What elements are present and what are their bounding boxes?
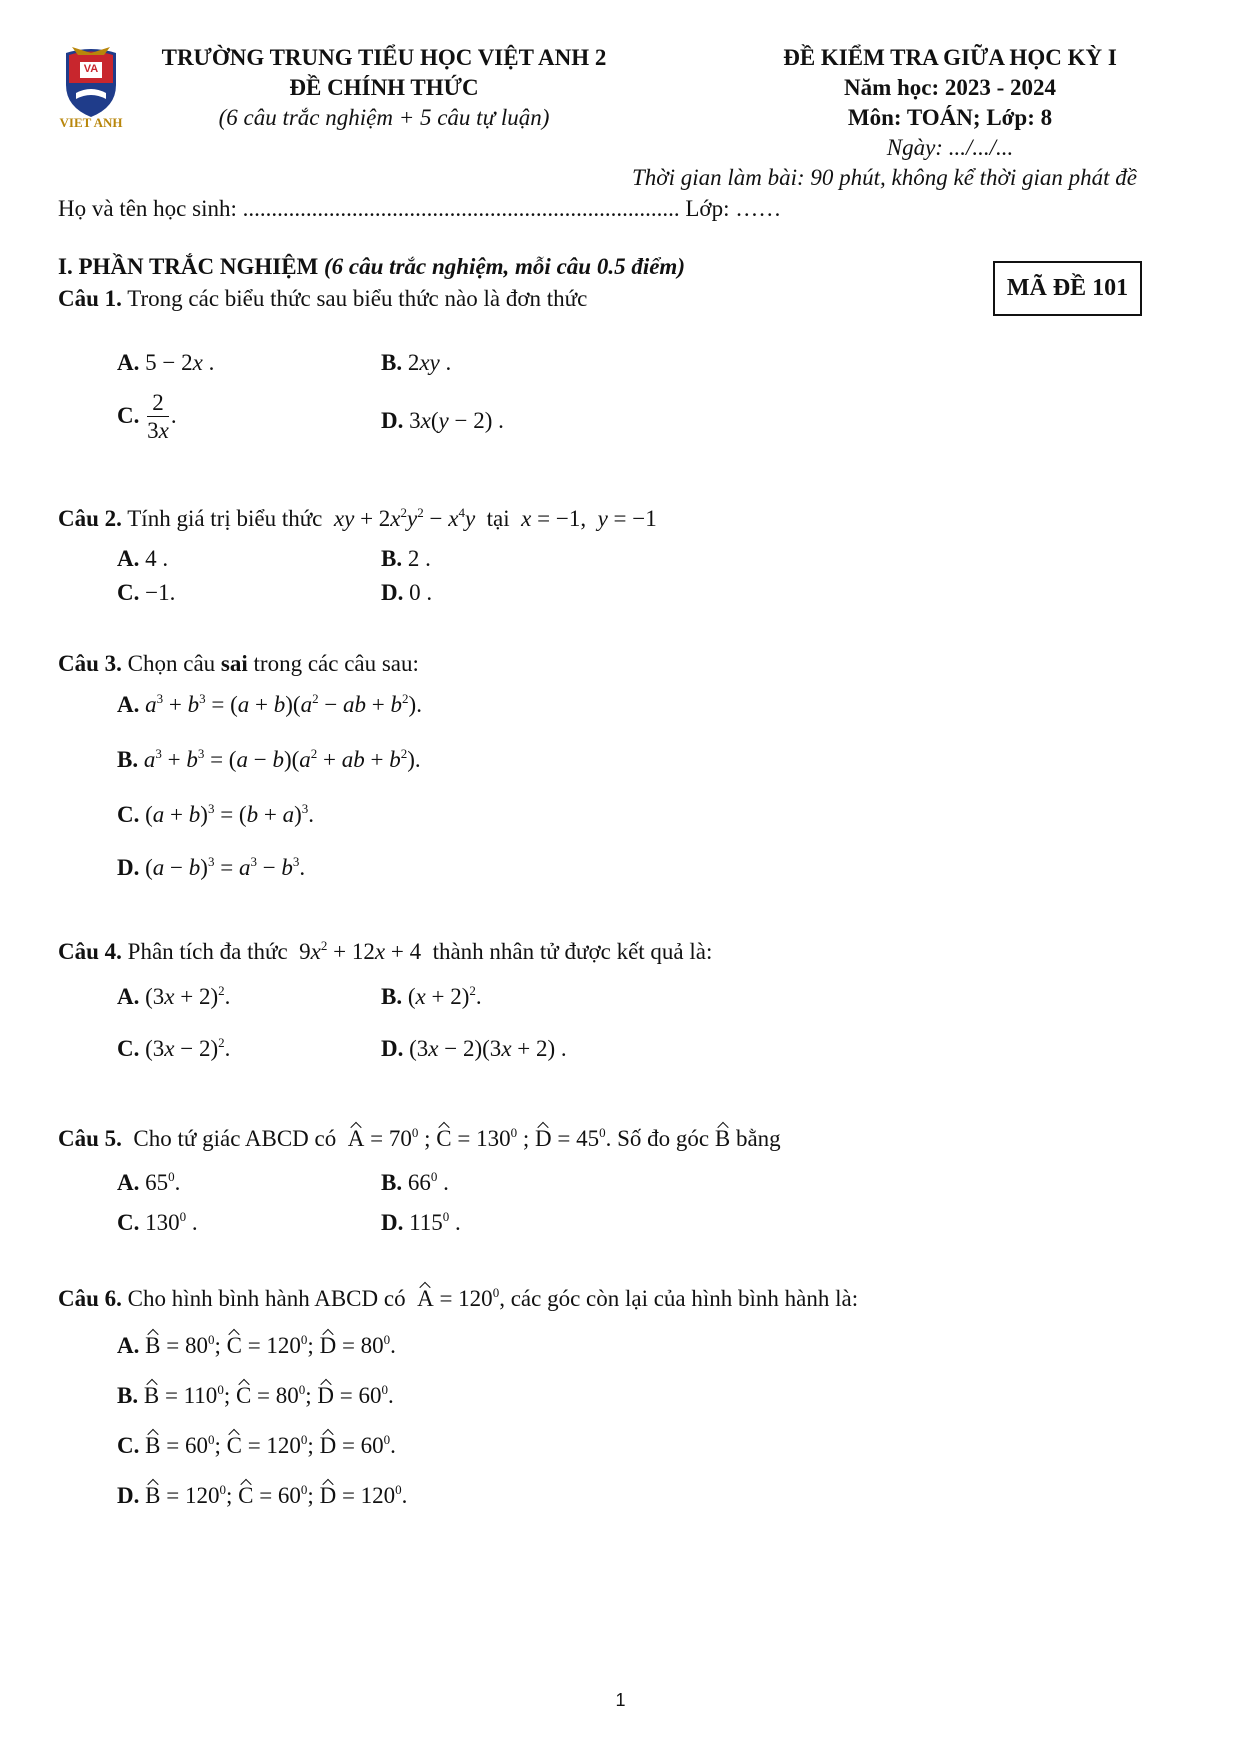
question-1-text: Trong các biểu thức sau biểu thức nào là đơn thức xyxy=(127,286,588,311)
question-3-text-bold: sai xyxy=(220,651,248,676)
question-6-text: Cho hình bình hành ABCD có xyxy=(127,1286,406,1311)
logo-text: VIET ANH xyxy=(59,115,123,130)
q2-option-b[interactable]: B. 2 . xyxy=(381,546,431,571)
q6-option-c[interactable]: C. $B = 60^0$; $C = 120^0$; $D = 60^0$. xyxy=(117,1432,396,1458)
question-4: Câu 4. Phân tích đa thức $9x^2 + 12x + 4$ thành nhân tử được kết quả là: xyxy=(58,938,713,964)
exam-title: ĐỀ KIỂM TRA GIỮA HỌC KỲ I xyxy=(783,45,1117,70)
question-3 xyxy=(58,651,419,676)
q1-option-a[interactable]: A. 5 − 2x . xyxy=(117,350,215,375)
question-2: Câu 2. Tính giá trị biểu thức xy + $2x^2y^2 - x^4y$ tại x = −1, y = −1 xyxy=(58,505,657,531)
q3-option-b[interactable]: B. $a^3 + b^3 = (a - b)(a^2$ + ab + $b^2$). xyxy=(117,746,421,772)
question-5-text2: Số đo góc xyxy=(617,1126,710,1151)
school-logo xyxy=(58,45,124,145)
exam-date: Ngày: .../.../... xyxy=(886,135,1014,160)
question-3-label: Câu 3. xyxy=(58,651,122,676)
q3-option-c[interactable]: C. $(a + b)^3 = (b + a)^3$. xyxy=(117,801,314,827)
school-name: TRƯỜNG TRUNG TIỂU HỌC VIỆT ANH 2 xyxy=(161,45,607,70)
question-5-text: Cho tứ giác ABCD có xyxy=(133,1126,337,1151)
q3-option-d[interactable]: D. $(a - b)^3 = a^3 - b^3$. xyxy=(117,854,306,880)
question-2-expression: xy xyxy=(328,506,355,531)
q2-option-d[interactable]: D. 0 . xyxy=(381,580,433,605)
question-6-label: Câu 6. xyxy=(58,1286,122,1311)
q6-option-b[interactable]: B. $B = 110^0$; $C = 80^0$; $D = 60^0$. xyxy=(117,1382,394,1408)
official-label: ĐỀ CHÍNH THỨC xyxy=(289,75,479,100)
question-6-text2: , các góc còn lại của hình bình hành là: xyxy=(499,1286,859,1311)
q3-option-a[interactable]: A. $a^3 + b^3 = (a + b)(a^2$ − ab + $b^2$). xyxy=(117,691,422,717)
question-4-text2: thành nhân tử được kết quả là: xyxy=(432,939,713,964)
page-number: 1 xyxy=(615,1690,626,1710)
question-3-text-a: Chọn câu xyxy=(127,651,216,676)
q4-option-a[interactable]: A. $(3x + 2)^2$. xyxy=(117,983,231,1009)
question-4-text: Phân tích đa thức xyxy=(127,939,288,964)
exam-structure: (6 câu trắc nghiệm + 5 câu tự luận) xyxy=(218,105,550,130)
section-heading: I. PHẦN TRẮC NGHIỆM xyxy=(58,254,319,279)
q5-option-b[interactable]: B. $66^0$ . xyxy=(381,1169,449,1195)
q4-option-c[interactable]: C. $(3x - 2)^2$. xyxy=(117,1035,231,1061)
subject-grade: Môn: TOÁN; Lớp: 8 xyxy=(847,105,1053,130)
q5-option-a[interactable]: A. $65^0$. xyxy=(117,1169,181,1195)
question-5-text3: bằng xyxy=(735,1126,781,1151)
question-6: Câu 6. Cho hình bình hành ABCD có $A = 120^0$, các góc còn lại của hình bình hành là: xyxy=(58,1285,859,1311)
question-5: Câu 5. Cho tứ giác ABCD có $A = 70^0$ ; $C = 130^0$ ; $D = 45^0$. Số đo góc B bằng xyxy=(58,1125,781,1151)
question-2-text2: tại xyxy=(486,506,510,531)
school-year: Năm học: 2023 - 2024 xyxy=(843,75,1057,100)
question-3-text-b: trong các câu sau: xyxy=(253,651,419,676)
q4-option-d[interactable]: D. (3x − 2)(3x + 2) . xyxy=(381,1036,567,1061)
section-subtitle: (6 câu trắc nghiệm, mỗi câu 0.5 điểm) xyxy=(324,254,685,279)
exam-code-box: MÃ ĐỀ 101 xyxy=(993,261,1142,316)
question-1-label: Câu 1. xyxy=(58,286,122,311)
exam-time: Thời gian làm bài: 90 phút, không kể thời gian phát đề xyxy=(632,165,1137,190)
question-4-label: Câu 4. xyxy=(58,939,122,964)
q6-option-a[interactable]: A. $B = 80^0$; $C = 120^0$; $D = 80^0$. xyxy=(117,1332,396,1358)
q5-option-d[interactable]: D. $115^0$ . xyxy=(381,1209,461,1235)
q6-option-d[interactable]: D. $B = 120^0$; $C = 60^0$; $D = 120^0$. xyxy=(117,1482,408,1508)
question-2-text: Tính giá trị biểu thức xyxy=(127,506,323,531)
q1-option-b[interactable]: B. 2xy . xyxy=(381,350,452,375)
q2-option-a[interactable]: A. 4 . xyxy=(117,546,169,571)
logo-badge: VA xyxy=(83,63,99,75)
section-title xyxy=(58,254,685,279)
q4-option-b[interactable]: B. $(x + 2)^2$. xyxy=(381,983,482,1009)
q1-option-d[interactable]: D. 3x(y − 2) . xyxy=(381,408,504,433)
q5-option-c[interactable]: C. $130^0$ . xyxy=(117,1209,198,1235)
q2-option-c[interactable]: C. −1. xyxy=(117,580,176,605)
question-5-label: Câu 5. xyxy=(58,1126,122,1151)
question-1 xyxy=(58,286,587,311)
q1-option-c[interactable]: C. $\frac{2}{3x}$ . xyxy=(117,390,177,444)
question-2-label: Câu 2. xyxy=(58,506,122,531)
student-info-line: Họ và tên học sinh: ............................................................................ Lớp: …… xyxy=(58,196,782,221)
